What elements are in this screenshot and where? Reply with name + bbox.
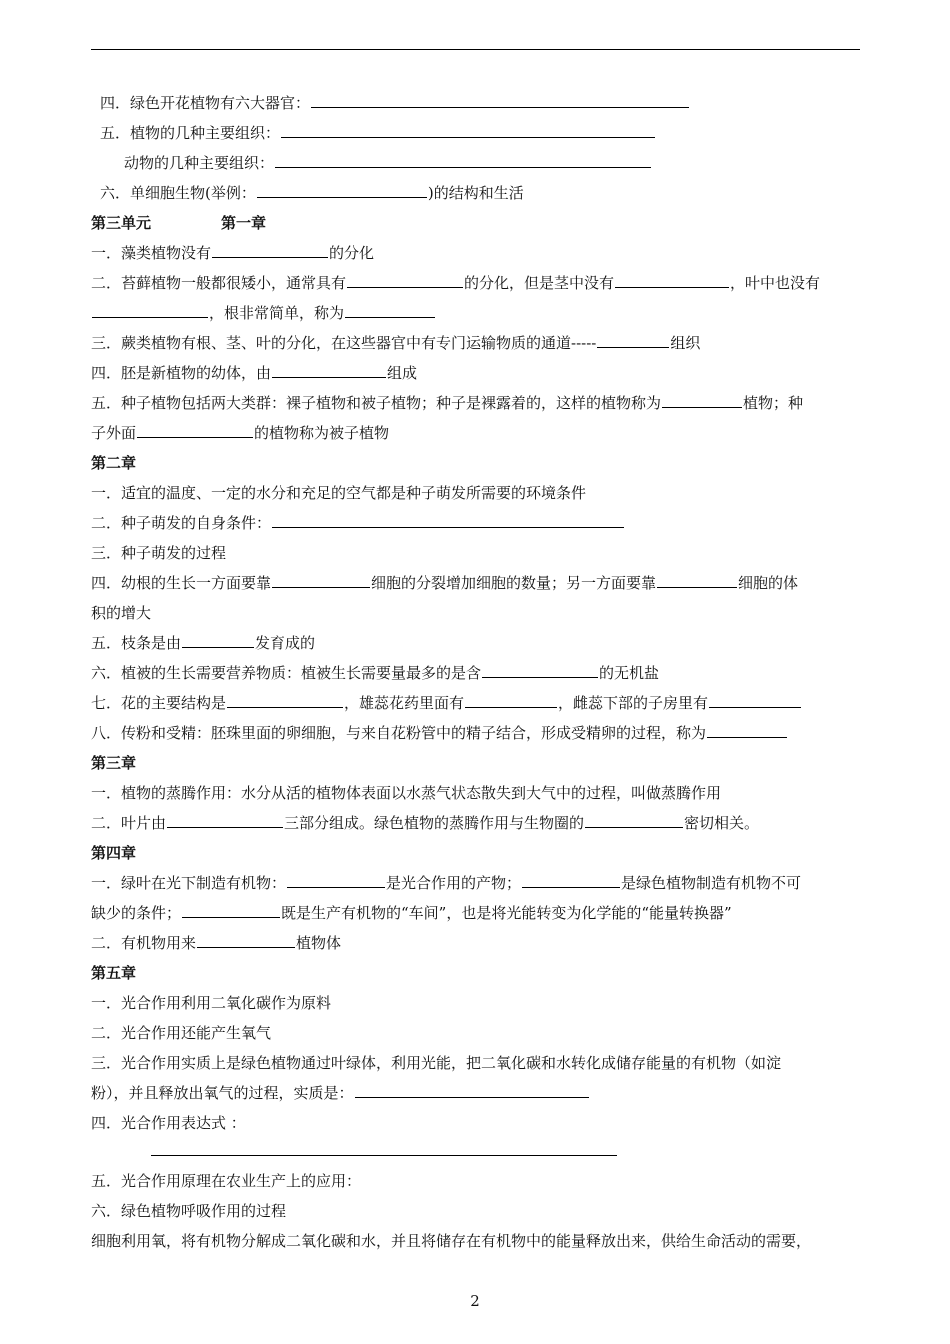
text: 的植物称为被子植物: [254, 424, 390, 442]
text: 三．光合作用实质上是绿色植物通过叶绿体，利用光能，把二氧化碳和水转化成储存能量的有机物（如淀: [91, 1054, 782, 1072]
blank-field[interactable]: [287, 870, 385, 888]
line-ferns: [91, 328, 861, 358]
text: 细胞利用氧，将有机物分解成二氧化碳和水，并且将储存在有机物中的能量释放出来，供给生命活动的需要，: [91, 1232, 812, 1250]
blank-field[interactable]: [347, 270, 463, 288]
line-algae: [91, 238, 861, 268]
blank-field[interactable]: [272, 510, 624, 528]
text: 六．绿色植物呼吸作用的过程: [91, 1202, 287, 1220]
blank-field[interactable]: [92, 300, 208, 318]
blank-field[interactable]: [657, 570, 737, 588]
line-organs: [91, 88, 861, 118]
blank-field[interactable]: [345, 300, 435, 318]
text: ，雄蕊花药里面有: [344, 694, 465, 712]
heading-chapter2: [91, 448, 861, 478]
line-photosynthesis-2: [91, 898, 861, 928]
heading-text: 第四章: [91, 844, 137, 862]
line-seed-plants-1: [91, 388, 861, 418]
text: 一．藻类植物没有: [91, 244, 212, 262]
blank-field[interactable]: [227, 690, 343, 708]
heading-text: 第五章: [91, 964, 137, 982]
line-expression: [91, 1108, 861, 1138]
blank-field[interactable]: [615, 270, 729, 288]
text: 是光合作用的产物；: [386, 874, 522, 892]
line-nutrients: [91, 658, 861, 688]
text: )的结构和生活: [427, 184, 524, 202]
blank-field[interactable]: [182, 630, 254, 648]
line-unicellular: [91, 178, 861, 208]
line-flower: [91, 688, 861, 718]
document-body: [91, 88, 861, 1256]
text: 四．胚是新植物的幼体，由: [91, 364, 272, 382]
text: ，根非常简单，称为: [209, 304, 345, 322]
line-root-growth-1: [91, 568, 861, 598]
text: 二．种子萌发的自身条件：: [91, 514, 272, 532]
line-agriculture: [91, 1166, 861, 1196]
text: 植物体: [296, 934, 342, 952]
line-transpiration: [91, 778, 861, 808]
line-root-growth-2: [91, 598, 861, 628]
text: 细胞的分裂增加细胞的数量；另一方面要靠: [371, 574, 657, 592]
text: 是绿色植物制造有机物不可: [621, 874, 802, 892]
text: 组织: [670, 334, 701, 352]
blank-field[interactable]: [272, 570, 370, 588]
text: 八．传粉和受精：胚珠里面的卵细胞，与来自花粉管中的精子结合，形成受精卵的过程，称为: [91, 724, 707, 742]
text: 发育成的: [255, 634, 316, 652]
blank-field[interactable]: [151, 1138, 617, 1156]
text: 四．绿色开花植物有六大器官：: [100, 94, 311, 112]
text: 四．光合作用表达式 ：: [91, 1114, 246, 1132]
blank-field[interactable]: [182, 900, 280, 918]
line-moss-2: [91, 298, 861, 328]
line-respiration: [91, 1196, 861, 1226]
text: 植物；种: [743, 394, 804, 412]
blank-field[interactable]: [167, 810, 283, 828]
heading-text: 第二章: [91, 454, 137, 472]
page-number: 2: [470, 1292, 480, 1310]
line-expression-blank: [91, 1138, 861, 1166]
heading-text: 第一章: [221, 214, 267, 232]
line-germination-env: [91, 478, 861, 508]
text: 的无机盐: [599, 664, 660, 682]
text: 六．单细胞生物(举例：: [100, 184, 256, 202]
text: ，雌蕊下部的子房里有: [558, 694, 709, 712]
line-leaf: [91, 808, 861, 838]
heading-text: 第三章: [91, 754, 137, 772]
heading-chapter4: [91, 838, 861, 868]
text: 缺少的条件；: [91, 904, 182, 922]
line-photosynthesis-1: [91, 868, 861, 898]
text: 粉），并且释放出氧气的过程，实质是：: [91, 1084, 354, 1102]
blank-field[interactable]: [257, 180, 427, 198]
line-seed-plants-2: [91, 418, 861, 448]
text: 子外面: [91, 424, 137, 442]
line-germination-self: [91, 508, 861, 538]
text: 三．种子萌发的过程: [91, 544, 227, 562]
blank-field[interactable]: [212, 240, 328, 258]
line-essence-1: [91, 1048, 861, 1078]
text: 三．蕨类植物有根、茎、叶的分化，在这些器官中有专门运输物质的通道-----: [91, 334, 597, 352]
text: 积的增大: [91, 604, 152, 622]
line-pollination: [91, 718, 861, 748]
line-animal-tissues: [91, 148, 861, 178]
heading-chapter3: [91, 748, 861, 778]
blank-field[interactable]: [597, 330, 669, 348]
blank-field[interactable]: [137, 420, 253, 438]
text: 五．枝条是由: [91, 634, 182, 652]
blank-field[interactable]: [585, 810, 683, 828]
blank-field[interactable]: [311, 90, 689, 108]
heading-chapter5: [91, 958, 861, 988]
text: 五．光合作用原理在农业生产上的应用：: [91, 1172, 362, 1190]
line-plant-tissues: [91, 118, 861, 148]
blank-field[interactable]: [662, 390, 742, 408]
text: 的分化: [329, 244, 375, 262]
blank-field[interactable]: [197, 930, 295, 948]
line-essence-2: [91, 1078, 861, 1108]
text: 一．绿叶在光下制造有机物：: [91, 874, 287, 892]
blank-field[interactable]: [482, 660, 598, 678]
text: 动物的几种主要组织：: [124, 154, 275, 172]
text: 五．种子植物包括两大类群：裸子植物和被子植物；种子是裸露着的，这样的植物称为: [91, 394, 662, 412]
text: 六．植被的生长需要营养物质：植被生长需要量最多的是含: [91, 664, 482, 682]
heading-text: 第三单元: [91, 214, 152, 232]
text: 二．叶片由: [91, 814, 167, 832]
line-co2: [91, 988, 861, 1018]
text: 一．光合作用利用二氧化碳作为原料: [91, 994, 332, 1012]
text: 四．幼根的生长一方面要靠: [91, 574, 272, 592]
heading-unit3: [91, 208, 861, 238]
text: 组成: [387, 364, 418, 382]
text: 五．植物的几种主要组织：: [100, 124, 281, 142]
blank-field[interactable]: [355, 1080, 589, 1098]
text: 三部分组成。绿色植物的蒸腾作用与生物圈的: [284, 814, 585, 832]
text: 既是生产有机物的“车间”，也是将光能转变为化学能的“能量转换器”: [281, 904, 732, 922]
text: 二．苔藓植物一般都很矮小，通常具有: [91, 274, 347, 292]
text: 二．有机物用来: [91, 934, 197, 952]
text: ，叶中也没有: [730, 274, 821, 292]
line-branch: [91, 628, 861, 658]
header-rule: [91, 49, 860, 50]
text: 一．植物的蒸腾作用：水分从活的植物体表面以水蒸气状态散失到大气中的过程，叫做蒸腾作用: [91, 784, 722, 802]
line-moss-1: [91, 268, 861, 298]
text: 密切相关。: [684, 814, 760, 832]
blank-field[interactable]: [709, 690, 801, 708]
text: 的分化，但是茎中没有: [464, 274, 615, 292]
blank-field[interactable]: [707, 720, 787, 738]
blank-field[interactable]: [281, 120, 655, 138]
line-oxygen: [91, 1018, 861, 1048]
text: 二．光合作用还能产生氧气: [91, 1024, 272, 1042]
blank-field[interactable]: [275, 150, 651, 168]
line-respiration-desc: [91, 1226, 861, 1256]
text: 七．花的主要结构是: [91, 694, 227, 712]
text: 细胞的体: [738, 574, 799, 592]
line-embryo: [91, 358, 861, 388]
line-germination-process: [91, 538, 861, 568]
line-organic-use: [91, 928, 861, 958]
text: 一．适宜的温度、一定的水分和充足的空气都是种子萌发所需要的环境条件: [91, 484, 587, 502]
blank-field[interactable]: [272, 360, 386, 378]
blank-field[interactable]: [522, 870, 620, 888]
blank-field[interactable]: [465, 690, 557, 708]
